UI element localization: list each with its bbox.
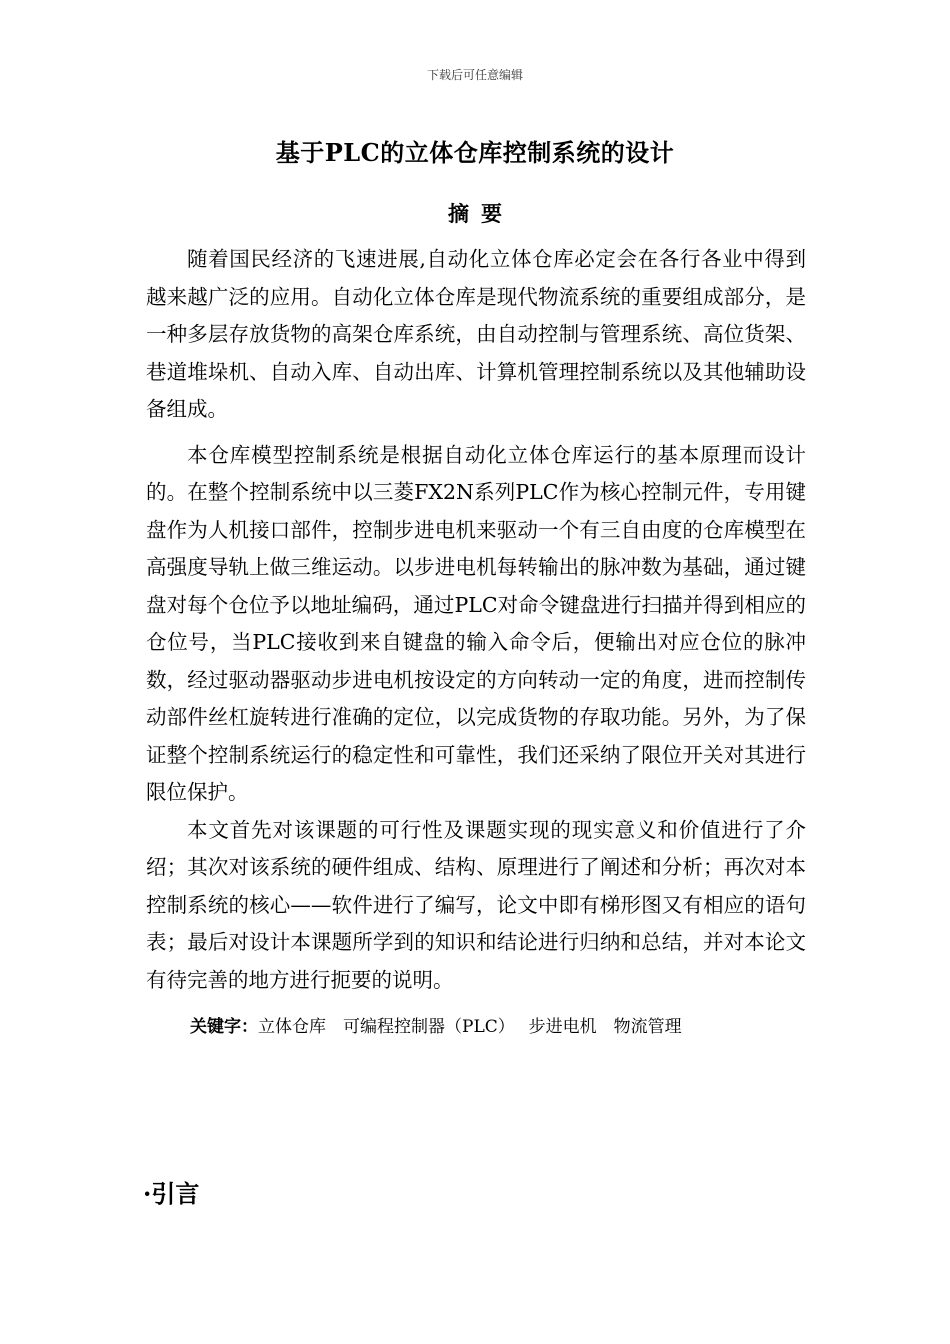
abstract-body <box>146 241 806 999</box>
abstract-paragraph-2: 本仓库模型控制系统是根据自动化立体仓库运行的基本原理而设计的。在整个控制系统中以三菱FX2N系列PLC作为核心控制元件，专用键盘作为人机接口部件，控制步进电机来驱动一个有三自由度的仓库模型在高强度导轨上做三维运动。以步进电机每转输出的脉冲数为基础，通过键盘对每个仓位予以地址编码，通过PLC对命令键盘进行扫描并得到相应的仓位号，当PLC接收到来自键盘的输入命令后，便输出对应仓位的脉冲数，经过驱动器驱动步进电机按设定的方向转动一定的角度，进而控制传动部件丝杠旋转进行准确的定位，以完成货物的存取功能。另外，为了保证整个控制系统运行的稳定性和可靠性，我们还采纳了限位开关对其进行限位保护。 <box>146 442 806 804</box>
document-title: 基于PLC的立体仓库控制系统的设计 <box>275 138 675 167</box>
abstract-paragraph-3: 本文首先对该课题的可行性及课题实现的现实意义和价值进行了介绍；其次对该系统的硬件组成、结构、原理进行了阐述和分析；再次对本控制系统的核心——软件进行了编写，论文中即有梯形图又有相应的语句表；最后对设计本课题所学到的知识和结论进行归纳和总结，并对本论文有待完善的地方进行扼要的说明。 <box>146 817 806 992</box>
keywords-list: 立体仓库 可编程控制器（PLC） 步进电机 物流管理 <box>258 1017 682 1037</box>
keywords-label: 关键字： <box>190 1017 258 1037</box>
page-header-note: 下载后可任意编辑 <box>426 68 523 82</box>
keywords-line <box>190 1012 830 1037</box>
abstract-paragraph-1: 随着国民经济的飞速进展,自动化立体仓库必定会在各行各业中得到越来越广泛的应用。自动化立体仓库是现代物流系统的重要组成部分，是一种多层存放货物的高架仓库系统，由自动控制与管理系统、高位货架、巷道堆垛机、自动入库、自动出库、计算机管理控制系统以及其他辅助设备组成。 <box>146 247 806 421</box>
section-heading-introduction: ·引言 <box>143 1179 200 1208</box>
abstract-heading: 摘要 <box>448 201 514 226</box>
